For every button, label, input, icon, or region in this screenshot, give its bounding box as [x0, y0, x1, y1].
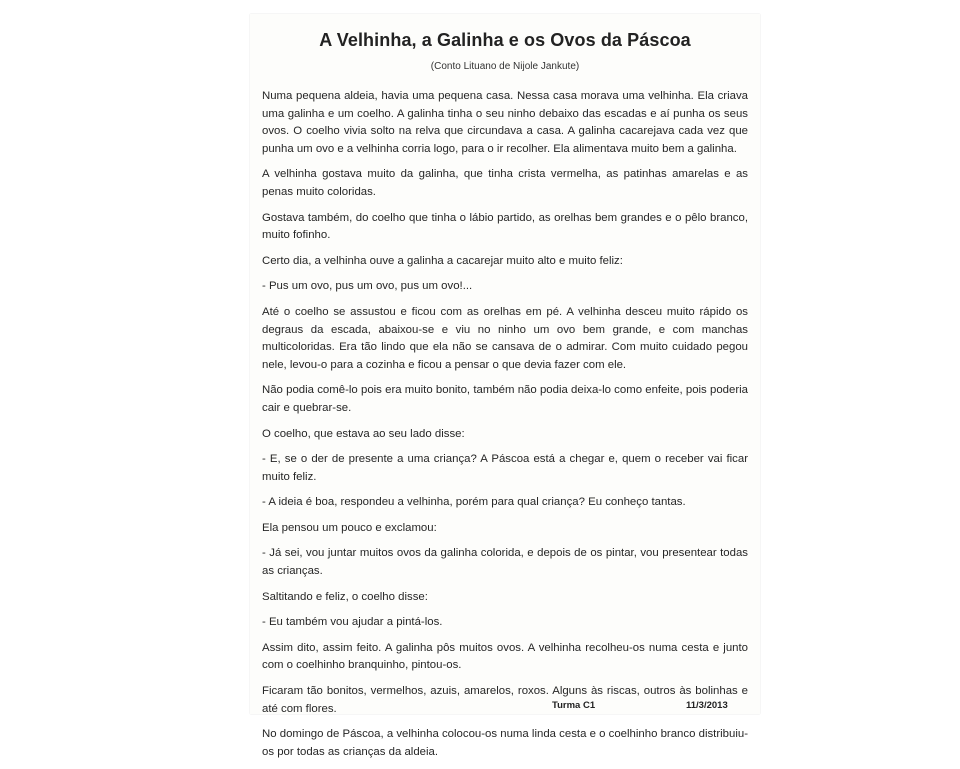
- paragraph: - E, se o der de presente a uma criança? A Páscoa está a chegar e, quem o receber vai ficar muito feliz.: [262, 453, 748, 483]
- paragraph: No domingo de Páscoa, a velhinha colocou-os numa linda cesta e o coelhinho branco distribuiu-os por todas as crianças da aldeia.: [262, 728, 748, 758]
- footer-class-label: Turma C1: [552, 700, 596, 711]
- paragraph: Certo dia, a velhinha ouve a galinha a cacarejar muito alto e muito feliz:: [262, 254, 623, 267]
- paragraph: O coelho, que estava ao seu lado disse:: [262, 427, 465, 440]
- page-subtitle: (Conto Lituano de Nijole Jankute): [430, 61, 580, 72]
- paragraph: Até o coelho se assustou e ficou com as orelhas em pé. A velhinha desceu muito rápido os degraus da escada, abaixou-se e viu no ninho um ovo bem grande, e com manchas multicoloridas. Era tão lindo que ela não se cansava de o admirar. Com muito cuidado pegou nele, levou-o para a cozinha e ficou a pensar o que devia fazer com ele.: [262, 305, 748, 371]
- paragraph: Não podia comê-lo pois era muito bonito, também não podia deixa-lo como enfeite, pois poderia cair e quebrar-se.: [262, 384, 748, 414]
- page-title: A Velhinha, a Galinha e os Ovos da Páscoa: [319, 30, 691, 50]
- footer-date: 11/3/2013: [686, 700, 728, 711]
- paragraph: A velhinha gostava muito da galinha, que tinha crista vermelha, as patinhas amarelas e as penas muito coloridas.: [262, 168, 748, 198]
- paragraph: Saltitando e feliz, o coelho disse:: [262, 590, 428, 603]
- paragraph: Gostava também, do coelho que tinha o lábio partido, as orelhas bem grandes e o pêlo branco, muito fofinho.: [262, 211, 748, 242]
- paragraph: Ficaram tão bonitos, vermelhos, azuis, amarelos, roxos. Alguns às riscas, outros às bolinhas e até com flores.: [262, 685, 748, 715]
- paragraph: - A ideia é boa, respondeu a velhinha, porém para qual criança? Eu conheço tantas.: [262, 496, 686, 509]
- paragraph: Numa pequena aldeia, havia uma pequena casa. Nessa casa morava uma velhinha. Ela criava uma galinha e um coelho. A galinha tinha o seu ninho debaixo das escadas e aí punha os seus ovos. O coelho vivia solto na relva que circundava a casa. A galinha cacarejava cada vez que punha um ovo e a velhinha corria logo, para o ir recolher. Ela alimentava muito bem a galinha.: [262, 90, 748, 155]
- paragraph: Assim dito, assim feito. A galinha pôs muitos ovos. A velhinha recolheu-os numa cesta e junto com o coelhinho branquinho, pintou-os.: [262, 641, 748, 672]
- paragraph: - Pus um ovo, pus um ovo, pus um ovo!...: [262, 280, 473, 293]
- paragraph: - Já sei, vou juntar muitos ovos da galinha colorida, e depois de os pintar, vou presentear todas as crianças.: [262, 547, 748, 578]
- paragraph: Ela pensou um pouco e exclamou:: [262, 521, 437, 534]
- document-page: [250, 14, 760, 758]
- story-body: [262, 88, 748, 769]
- paragraph: - Eu também vou ajudar a pintá-los.: [262, 616, 443, 629]
